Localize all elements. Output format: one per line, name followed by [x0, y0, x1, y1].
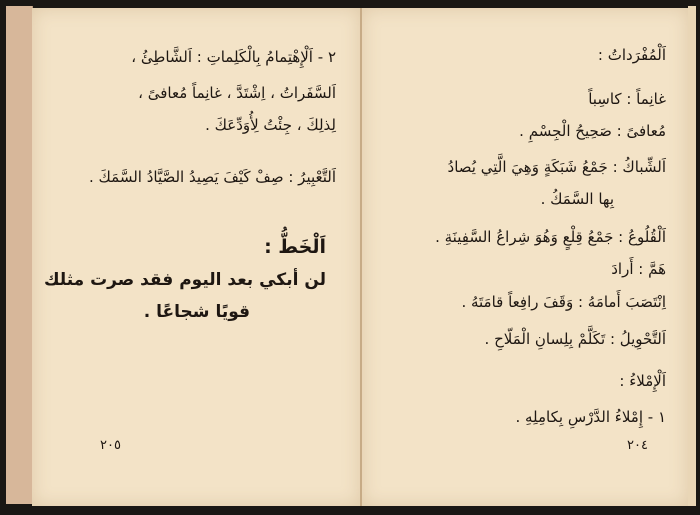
vocab-line-8: اَلتَّحْوِيلُ : تَكَلَّمْ بِلِسانِ الْمَلّاحِ . — [484, 330, 666, 348]
vocab-line-4: بِها السَّمَكُ . — [540, 190, 614, 208]
dictation-title: اَلْإِمْلاءُ : — [619, 372, 666, 390]
handwriting-line-1: لن أبكي بعد اليوم فقد صرت مثلك — [43, 270, 326, 290]
right-page — [362, 8, 688, 506]
vocab-line-3: اَلشِّباكُ : جَمْعُ شَبَكَةٍ وَهِيَ الَّتِي يُصادُ — [447, 158, 666, 176]
page-number-left: ٢٠٥ — [100, 438, 121, 453]
page-number-right: ٢٠٤ — [627, 438, 648, 453]
vocab-line-1: غانِماً : كاسِباً — [588, 90, 666, 108]
expression-line: اَلتَّعْبِيرُ : صِفْ كَيْفَ يَصِيدُ الصَّيَّادُ السَّمَكَ . — [88, 168, 336, 186]
vocab-line-5: اَلْقُلُوعُ : جَمْعُ قِلْعٍ وَهُوَ شِراعُ السَّفِينَةِ . — [435, 228, 666, 246]
vocab-title: اَلْمُفْرَداتُ : — [597, 46, 666, 64]
handwriting-line-2: قويًا شجاعًا . — [143, 302, 250, 322]
vocab-line-6: هَمَّ : أَرادَ — [611, 260, 666, 278]
left-page — [32, 8, 362, 506]
dictation-line: ١ - إِمْلاءُ الدَّرْسِ بِكامِلِهِ . — [515, 408, 666, 426]
vocab-exercise-line-3: لِذلِكَ ، جِئْتُ لِأُوَدِّعَكَ . — [205, 116, 336, 134]
handwriting-title: اَلْخَطُّ : — [264, 236, 326, 258]
vocab-line-2: مُعافىً : صَحِيحُ الْجِسْمِ . — [519, 122, 666, 140]
book-edge-right — [688, 6, 696, 506]
vocab-line-7: اِنْتَصَبَ أَمامَهُ : وَقَفَ رافِعاً قامَتَهُ . — [461, 293, 666, 311]
book-edge-left — [6, 6, 33, 504]
vocab-exercise-line-1: ٢ - اَلْإِهْتِمامُ بِالْكَلِماتِ : اَلشَّاطِئُ ، — [131, 48, 336, 66]
vocab-exercise-line-2: اَلسَّفَراتُ ، اِشْتَدَّ ، غانِماً مُعافىً ، — [138, 84, 336, 102]
